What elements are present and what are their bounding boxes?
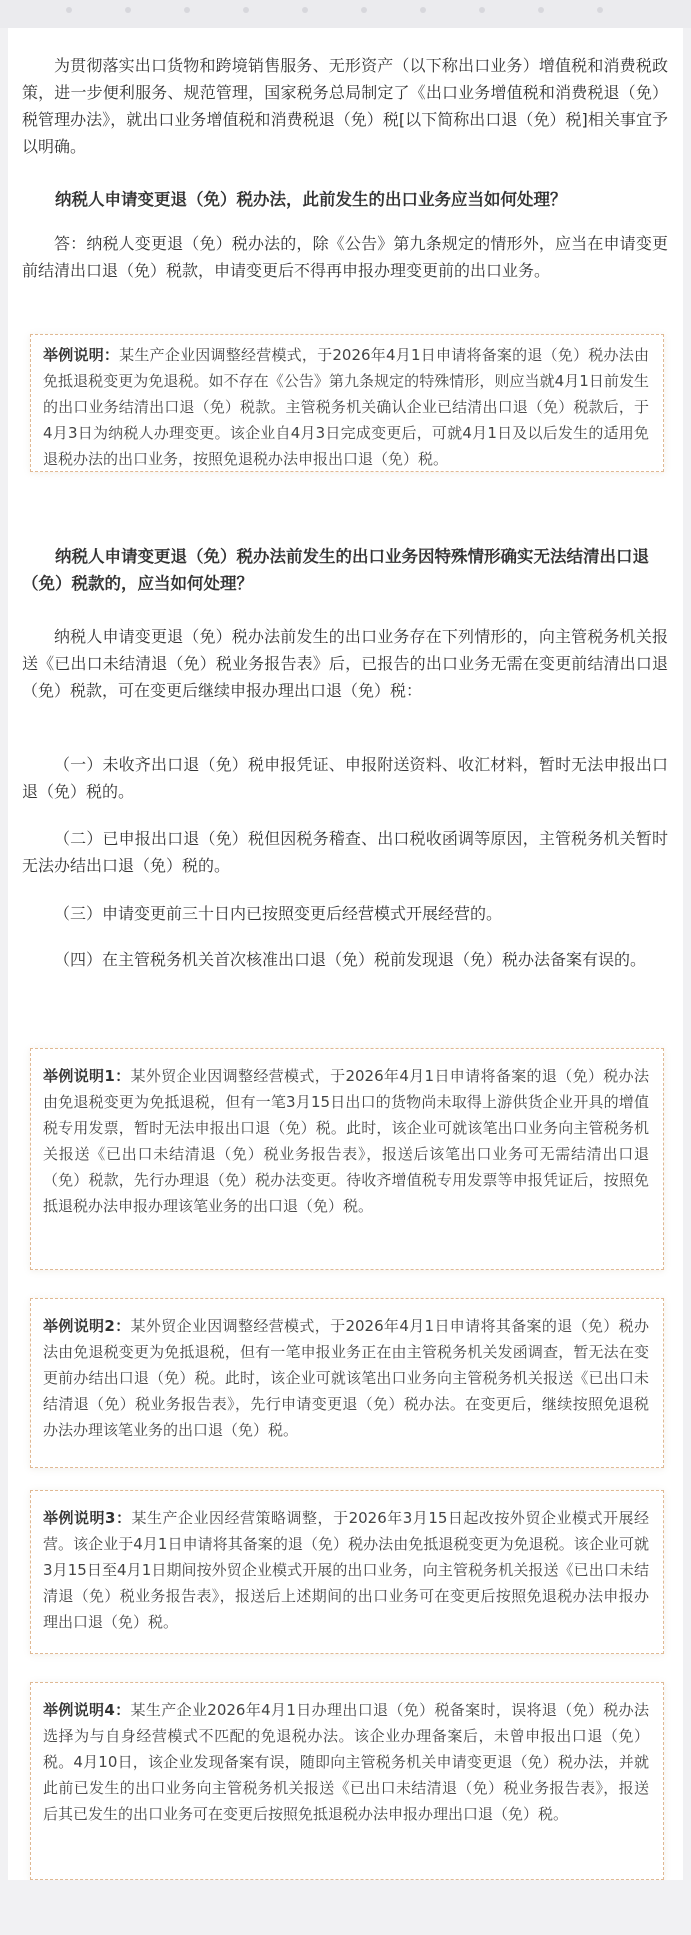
condition-item-2: （二）已申报出口退（免）税但因税务稽查、出口税收函调等原因，主管税务机关暂时无法办结出口退（免）税的。 [22,829,668,875]
decorative-dot [479,7,485,13]
example-label: 举例说明3： [43,1509,132,1527]
example-text [43,1313,649,1443]
question-2-heading: 纳税人申请变更退（免）税办法前发生的出口业务因特殊情形确实无法结清出口退（免）税款的，应当如何处理？ [22,547,649,593]
example-box-1 [30,1048,664,1270]
example-body: 某外贸企业因调整经营模式，于2026年4月1日申请将其备案的退（免）税办法由免退税变更为免抵退税，但有一笔申报业务正在由主管税务机关发函调查，暂无法在变更前办结出口退（免）税。此时，该企业可就该笔出口业务向主管税务机关报送《已出口未结清退（免）税业务报告表》，先行申请变更退（免）税办法。在变更后，继续按照免退税办法办理该笔业务的出口退（免）税。 [43,1317,649,1439]
example-box-3 [30,1490,664,1654]
example-box-2 [30,1298,664,1468]
example-body: 某外贸企业因调整经营模式，于2026年4月1日申请将备案的退（免）税办法由免退税变更为免抵退税，但有一笔3月15日出口的货物尚未取得上游供货企业开具的增值税专用发票，暂时无法申报出口退（免）税。此时，该企业可就该笔出口业务向主管税务机关报送《已出口未结清退（免）税业务报告表》，报送后该笔出口业务可无需结清出口退（免）税款，先行办理退（免）税办法变更。待收齐增值税专用发票等申报凭证后，按照免抵退税办法申报办理该笔业务的出口退（免）税。 [43,1067,649,1215]
decorative-dot [243,7,249,13]
decorative-dot [66,7,72,13]
example-box-q1 [30,334,664,472]
question-1-heading: 纳税人申请变更退（免）税办法，此前发生的出口业务应当如何处理？ [55,190,567,209]
decorative-dot-strip [0,0,691,16]
decorative-dot [302,7,308,13]
condition-item-1: （一）未收齐出口退（免）税申报凭证、申报附送资料、收汇材料，暂时无法申报出口退（免）税的。 [22,755,668,801]
example-label: 举例说明1： [43,1067,131,1085]
condition-item-4: （四）在主管税务机关首次核准出口退（免）税前发现退（免）税办法备案有误的。 [54,950,647,969]
decorative-dot [538,7,544,13]
example-text [43,1505,649,1635]
bottom-band [0,1880,691,1935]
question-1-answer: 答：纳税人变更退（免）税办法的，除《公告》第九条规定的情形外，应当在申请变更前结清出口退（免）税款，申请变更后不得再申报办理变更前的出口业务。 [22,234,668,280]
example-body: 某生产企业因调整经营模式，于2026年4月1日申请将备案的退（免）税办法由免抵退税变更为免退税。如不存在《公告》第九条规定的特殊情形，则应当就4月1日前发生的出口业务结清出口退（免）税款。主管税务机关确认企业已结清出口退（免）税款后，于4月3日为纳税人办理变更。该企业自4月3日完成变更后，可就4月1日及以后发生的适用免退税办法的出口业务，按照免退税办法申报出口退（免）税。 [43,346,649,468]
example-text [43,342,649,472]
condition-item-3: （三）申请变更前三十日内已按照变更后经营模式开展经营的。 [54,904,503,923]
intro-paragraph: 为贯彻落实出口货物和跨境销售服务、无形资产（以下称出口业务）增值税和消费税政策，进一步便利服务、规范管理，国家税务总局制定了《出口业务增值税和消费税退（免）税管理办法》，就出口业务增值税和消费税退（免）税[以下简称出口退（免）税]相关事宜予以明确。 [22,56,668,156]
example-body: 某生产企业因经营策略调整，于2026年3月15日起改按外贸企业模式开展经营。该企业于4月1日申请将其备案的退（免）税办法由免抵退税变更为免退税。该企业可就3月15日至4月1日期间按外贸企业模式开展的出口业务，向主管税务机关报送《已出口未结清退（免）税业务报告表》，报送后上述期间的出口业务可在变更后按照免退税办法申报办理出口退（免）税。 [43,1509,649,1631]
decorative-dot [361,7,367,13]
decorative-dot [125,7,131,13]
example-box-4 [30,1682,664,1880]
example-label: 举例说明： [43,346,120,364]
decorative-dot [597,7,603,13]
example-text [43,1697,649,1827]
example-body: 某生产企业2026年4月1日办理出口退（免）税备案时，误将退（免）税办法选择为与自身经营模式不匹配的免退税办法。该企业办理备案后，未曾申报出口退（免）税。4月10日，该企业发现备案有误，随即向主管税务机关申请变更退（免）税办法，并就此前已发生的出口业务向主管税务机关报送《已出口未结清退（免）税业务报告表》，报送后其已发生的出口业务可在变更后按照免抵退税办法申报办理出口退（免）税。 [43,1701,649,1823]
question-2-answer: 纳税人申请变更退（免）税办法前发生的出口业务存在下列情形的，向主管税务机关报送《已出口未结清退（免）税业务报告表》后，已报告的出口业务无需在变更前结清出口退（免）税款，可在变更后继续申报办理出口退（免）税： [22,627,668,700]
example-label: 举例说明4： [43,1701,131,1719]
example-text [43,1063,649,1219]
decorative-dot [184,7,190,13]
decorative-dot [420,7,426,13]
example-label: 举例说明2： [43,1317,131,1335]
